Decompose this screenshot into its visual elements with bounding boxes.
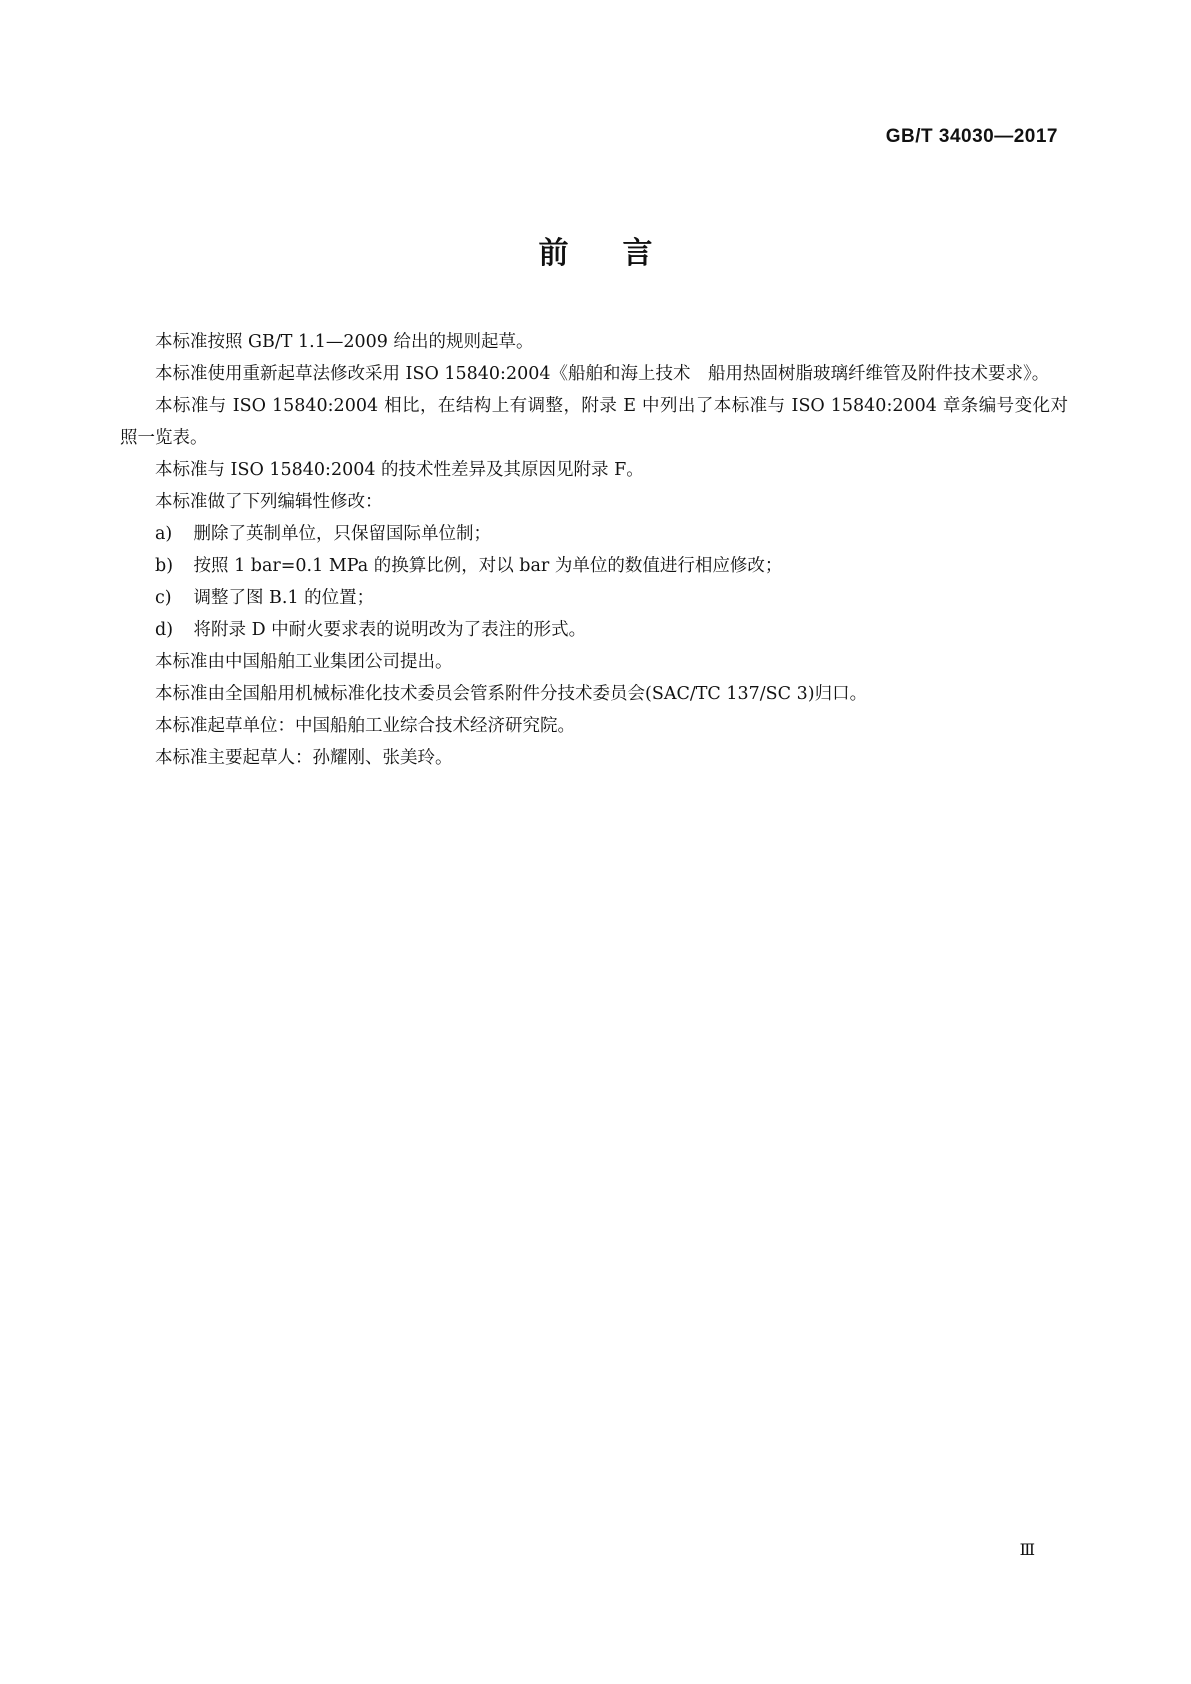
paragraph-technical-differences: 本标准与 ISO 15840:2004 的技术性差异及其原因见附录 F。 (155, 460, 644, 480)
list-item-text: 调整了图 B.1 的位置； (193, 588, 375, 608)
list-item-mark: d) (155, 620, 174, 640)
paragraph-drafting-rules: 本标准按照 GB/T 1.1—2009 给出的规则起草。 (155, 332, 534, 352)
paragraph-editorial-intro: 本标准做了下列编辑性修改： (155, 492, 383, 512)
standard-code: GB/T 34030—2017 (885, 126, 1058, 147)
list-item-text: 删除了英制单位，只保留国际单位制； (193, 524, 491, 544)
list-item-mark: b) (155, 556, 174, 576)
paragraph-structure-change: 本标准与 ISO 15840:2004 相比，在结构上有调整，附录 E 中列出了本标准与 ISO 15840:2004 章条编号变化对照一览表。 (120, 396, 1068, 448)
paragraph-technical-committee: 本标准由全国船用机械标准化技术委员会管系附件分技术委员会(SAC/TC 137/SC 3)归口。 (155, 684, 868, 704)
list-item-mark: c) (155, 588, 172, 608)
list-item (120, 582, 1068, 614)
page-title: 前言 (538, 236, 707, 271)
list-item-text: 按照 1 bar=0.1 MPa 的换算比例，对以 bar 为单位的数值进行相应修改； (193, 556, 783, 576)
paragraph-drafters: 本标准主要起草人：孙耀刚、张美玲。 (155, 748, 453, 768)
list-item-mark: a) (155, 524, 173, 544)
list-item (120, 550, 1068, 582)
paragraph-drafting-unit: 本标准起草单位：中国船舶工业综合技术经济研究院。 (155, 716, 575, 736)
list-item-text: 将附录 D 中耐火要求表的说明改为了表注的形式。 (193, 620, 587, 640)
list-item (120, 518, 1068, 550)
paragraph-adoption: 本标准使用重新起草法修改采用 ISO 15840:2004《船舶和海上技术 船用热固树脂玻璃纤维管及附件技术要求》。 (155, 364, 1050, 384)
page-number: Ⅲ (1019, 1540, 1035, 1559)
list-item (120, 614, 1068, 646)
paragraph-proposer: 本标准由中国船舶工业集团公司提出。 (155, 652, 453, 672)
preface-body (120, 326, 1068, 774)
